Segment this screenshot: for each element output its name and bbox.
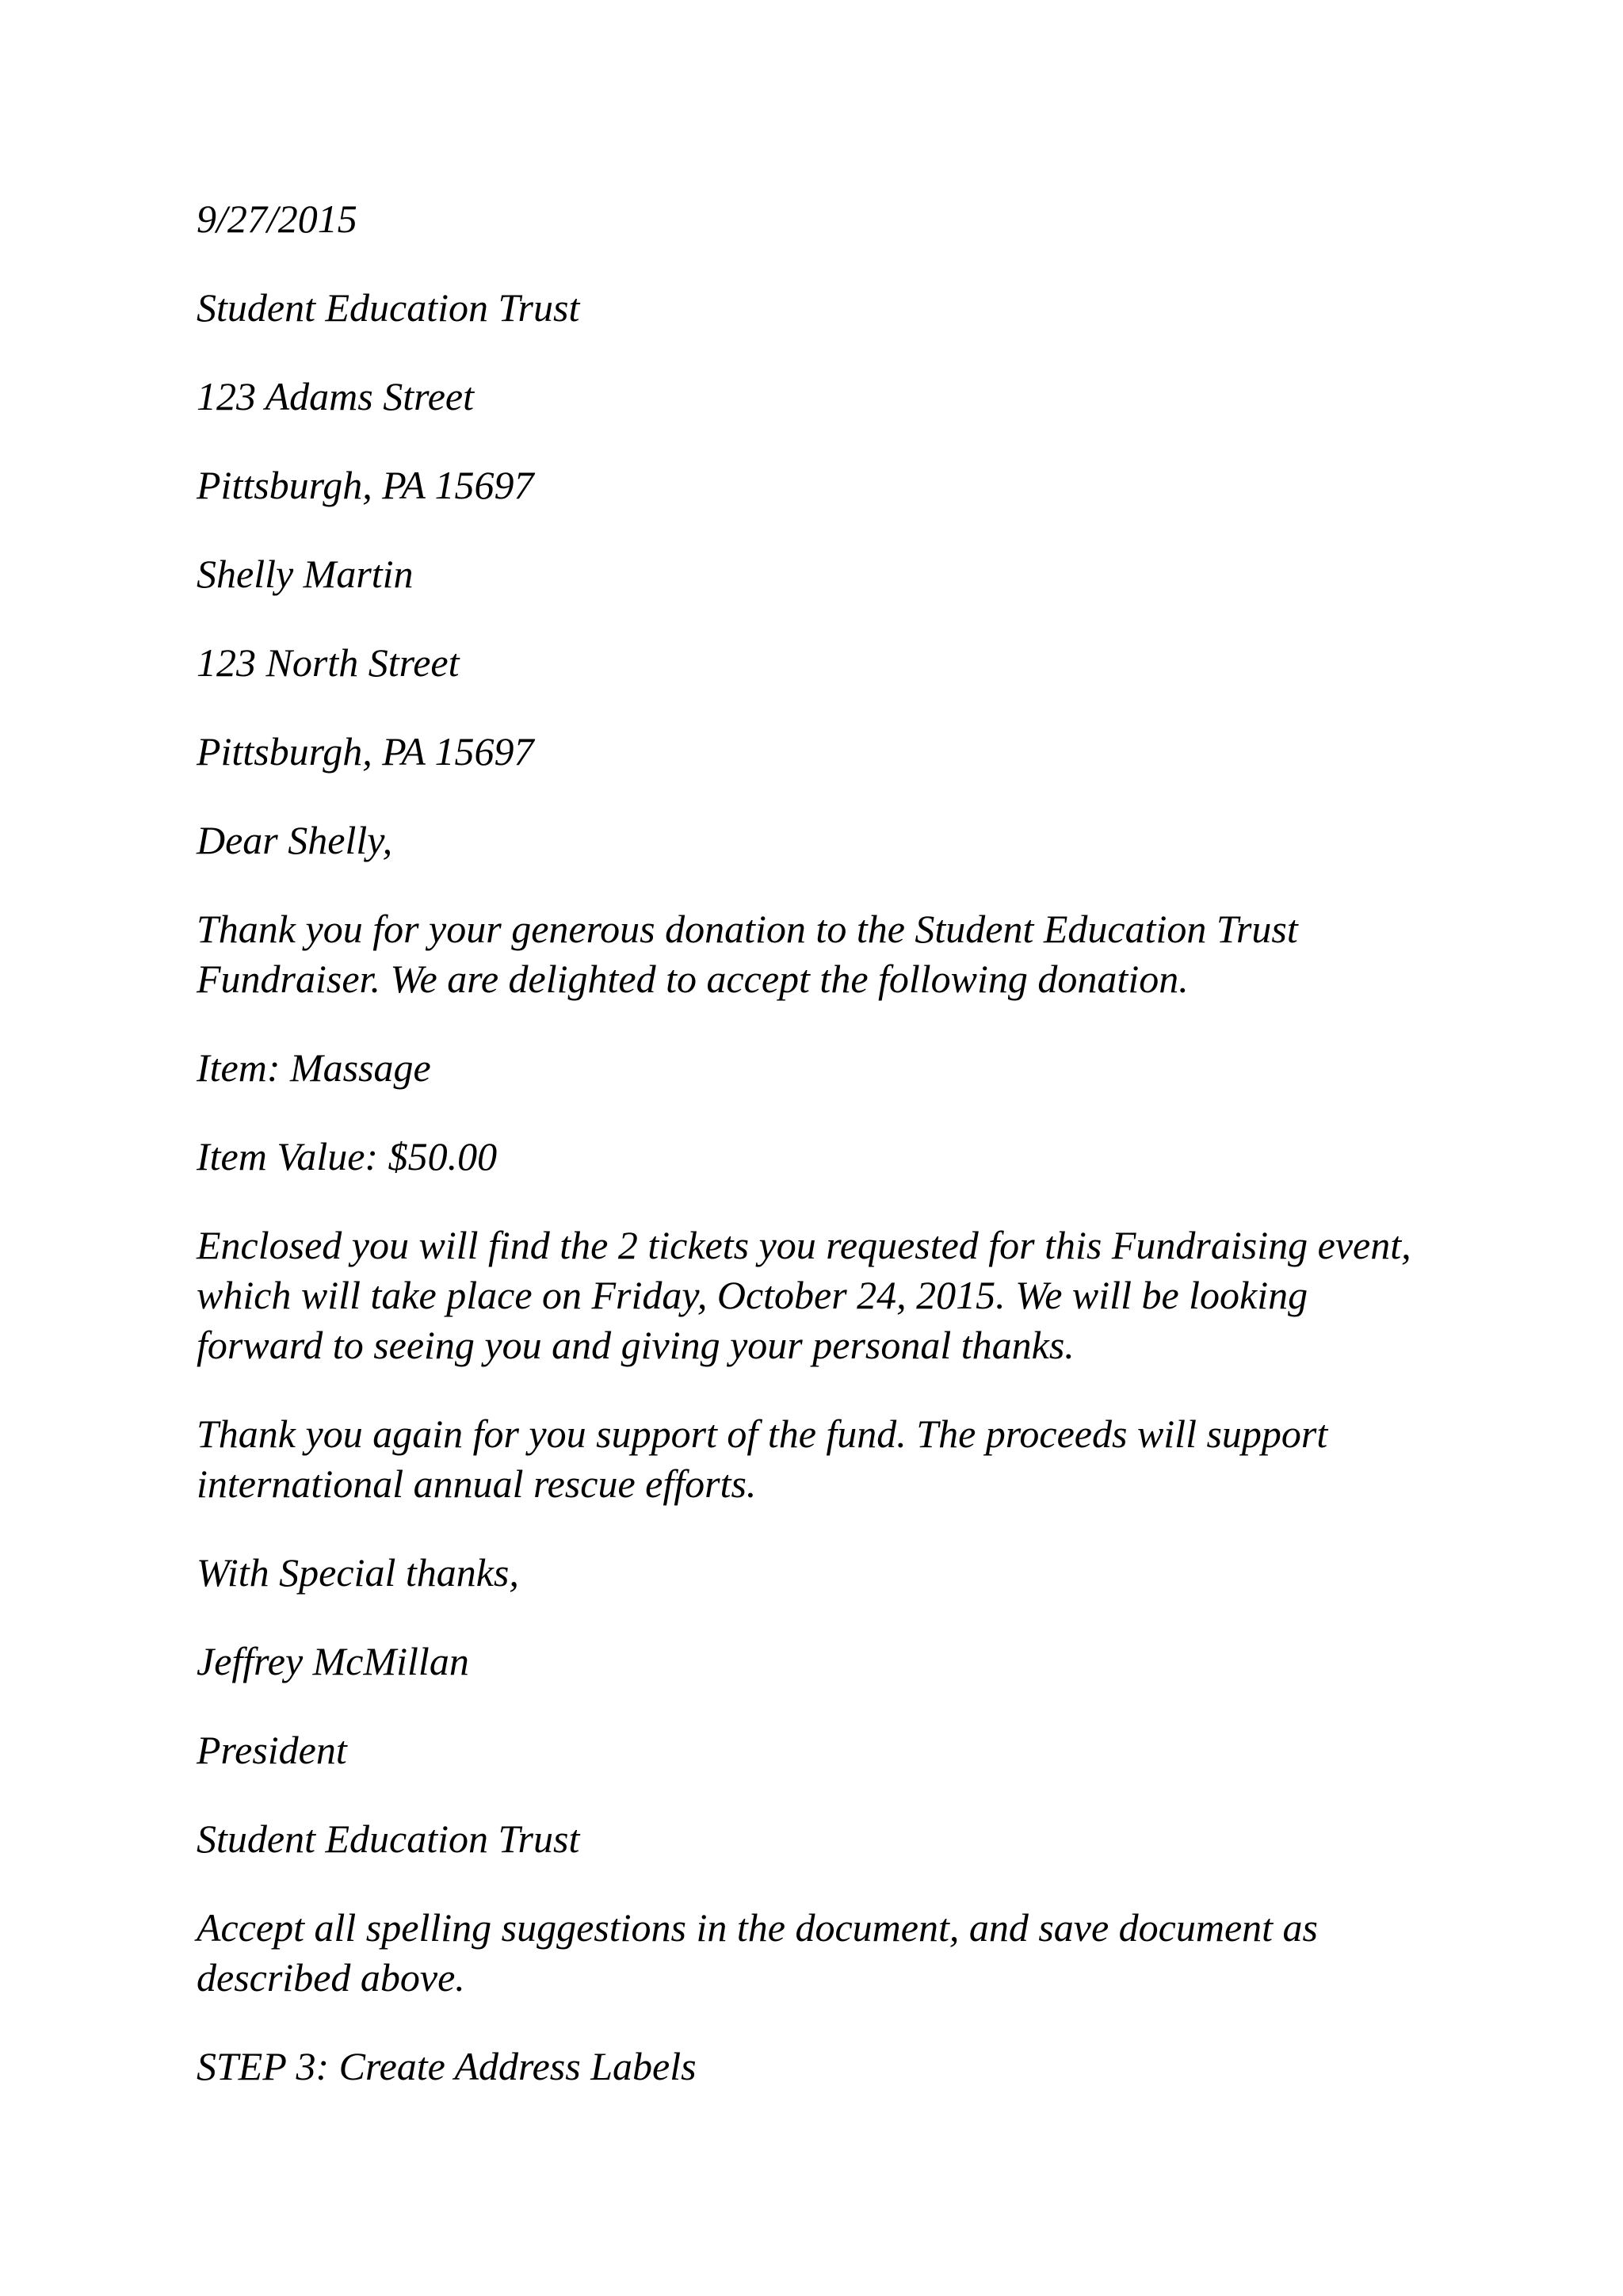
step-heading: STEP 3: Create Address Labels: [197, 2044, 697, 2088]
donation-item-value: Item Value: $50.00: [197, 1134, 498, 1179]
donation-item: Item: Massage: [197, 1045, 431, 1090]
closing: With Special thanks,: [197, 1550, 519, 1595]
sender-street: 123 Adams Street: [197, 374, 474, 418]
sender-organization: Student Education Trust: [197, 285, 580, 330]
recipient-name: Shelly Martin: [197, 552, 414, 596]
recipient-city-state-zip: Pittsburgh, PA 15697: [197, 729, 534, 774]
paragraph-support: Thank you again for you support of the fund. The proceeds will support international annual rescue efforts.: [197, 1412, 1328, 1506]
signer-name: Jeffrey McMillan: [197, 1639, 469, 1683]
signer-organization: Student Education Trust: [197, 1817, 580, 1861]
recipient-street: 123 North Street: [197, 640, 460, 685]
letter-date: 9/27/2015: [197, 197, 357, 241]
sender-city-state-zip: Pittsburgh, PA 15697: [197, 463, 534, 507]
spelling-instruction: Accept all spelling suggestions in the document, and save document as described above.: [197, 1905, 1319, 2000]
paragraph-tickets: Enclosed you will find the 2 tickets you requested for this Fundraising event, which will take place on Friday, October 24, 2015. We will be looking forward to seeing you and giving your personal thanks.: [197, 1223, 1411, 1367]
paragraph-thank-you: Thank you for your generous donation to the Student Education Trust Fundraiser. We are delighted to accept the following donation.: [197, 907, 1298, 1001]
salutation: Dear Shelly,: [197, 818, 393, 862]
signer-title: President: [197, 1728, 347, 1772]
